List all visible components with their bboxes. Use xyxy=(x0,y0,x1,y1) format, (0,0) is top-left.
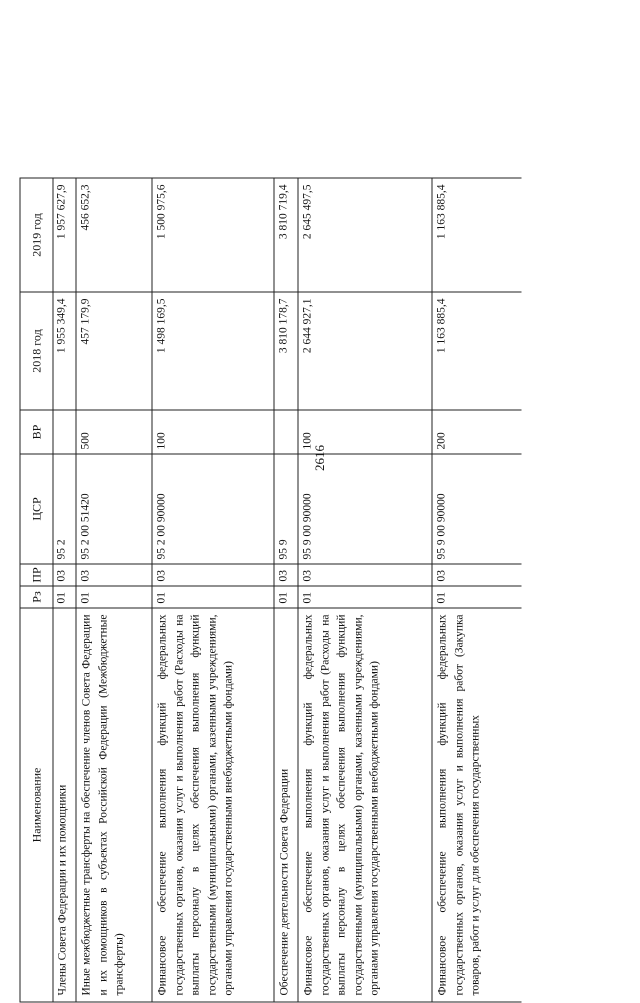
table-row xyxy=(298,178,433,1003)
row-2018: 1 498 169,5 xyxy=(152,292,274,410)
row-2018: 2 644 927,1 xyxy=(298,292,432,410)
row-2019: 2 645 497,5 xyxy=(298,178,432,292)
row-csr: 95 9 00 90000 xyxy=(298,454,432,564)
row-2018: 3 810 178,7 xyxy=(274,292,298,410)
row-rz: 01 xyxy=(52,586,76,608)
row-pr: 03 xyxy=(432,564,522,586)
row-rz: 01 xyxy=(298,586,432,608)
row-2018: 1 955 349,4 xyxy=(52,292,76,410)
row-pr: 03 xyxy=(52,564,76,586)
header-rz: Рз xyxy=(21,586,53,608)
row-vr xyxy=(274,410,298,454)
page-number-text: 2616 xyxy=(312,445,327,471)
row-pr: 03 xyxy=(298,564,432,586)
row-name: Финансовое обеспечение выполнения функций федеральных государственных органов, оказания услуг и выполнения работ (Закупка товаров, работ и услуг для обеспечения государственных xyxy=(432,608,522,1003)
header-vr: ВР xyxy=(21,410,53,454)
row-2018: 457 179,9 xyxy=(76,292,152,410)
row-vr: 100 xyxy=(298,410,432,454)
row-pr: 03 xyxy=(76,564,152,586)
row-rz: 01 xyxy=(274,586,298,608)
row-csr: 95 2 00 90000 xyxy=(152,454,274,564)
table-row xyxy=(152,178,275,1003)
row-rz: 01 xyxy=(152,586,274,608)
row-name: Члены Совета Федерации и их помощники xyxy=(52,608,76,1003)
table-header xyxy=(20,178,54,1003)
row-csr: 95 9 xyxy=(274,454,298,564)
row-2019: 1 957 627,9 xyxy=(52,178,76,292)
row-2019: 1 163 885,4 xyxy=(432,178,522,292)
row-vr: 200 xyxy=(432,410,522,454)
row-name: Обеспечение деятельности Совета Федерации xyxy=(274,608,298,1003)
row-pr: 03 xyxy=(152,564,274,586)
row-vr: 100 xyxy=(152,410,274,454)
row-2019: 1 500 975,6 xyxy=(152,178,274,292)
header-2019: 2019 год xyxy=(21,178,53,292)
header-2018: 2018 год xyxy=(21,292,53,410)
row-csr: 95 2 xyxy=(52,454,76,564)
row-pr: 03 xyxy=(274,564,298,586)
row-csr: 95 9 00 90000 xyxy=(432,454,522,564)
table-row xyxy=(76,178,153,1003)
row-name: Финансовое обеспечение выполнения функций федеральных государственных органов, оказания услуг и выполнения работ (Расходы на выплаты персоналу в целях обеспечения выполнения функций государственными (муниципальными) органами, казенными учреждениями, органами управления государственными внебюджетными фондами) xyxy=(298,608,432,1003)
header-pr: ПР xyxy=(21,564,53,586)
row-name: Иные межбюджетные трансферты на обеспечение членов Совета Федерации и их помощников в субъектах Российской Федерации (Межбюджетные трансферты) xyxy=(76,608,152,1003)
header-csr: ЦСР xyxy=(21,454,53,564)
budget-table xyxy=(20,178,570,1003)
row-rz: 01 xyxy=(76,586,152,608)
row-2019: 3 810 719,4 xyxy=(274,178,298,292)
row-vr xyxy=(52,410,76,454)
row-csr: 95 2 00 51420 xyxy=(76,454,152,564)
header-name: Наименование xyxy=(21,608,53,1003)
table-row xyxy=(432,178,522,1003)
row-2018: 1 163 885,4 xyxy=(432,292,522,410)
table-row xyxy=(52,178,77,1003)
row-2019: 456 652,3 xyxy=(76,178,152,292)
row-vr: 500 xyxy=(76,410,152,454)
table-row xyxy=(274,178,299,1003)
row-name: Финансовое обеспечение выполнения функций федеральных государственных органов, оказания услуг и выполнения работ (Расходы на выплаты персоналу в целях обеспечения выполнения функций государственными (муниципальными) органами, казенными учреждениями, органами управления государственными внебюджетными фондами) xyxy=(152,608,274,1003)
row-rz: 01 xyxy=(432,586,522,608)
